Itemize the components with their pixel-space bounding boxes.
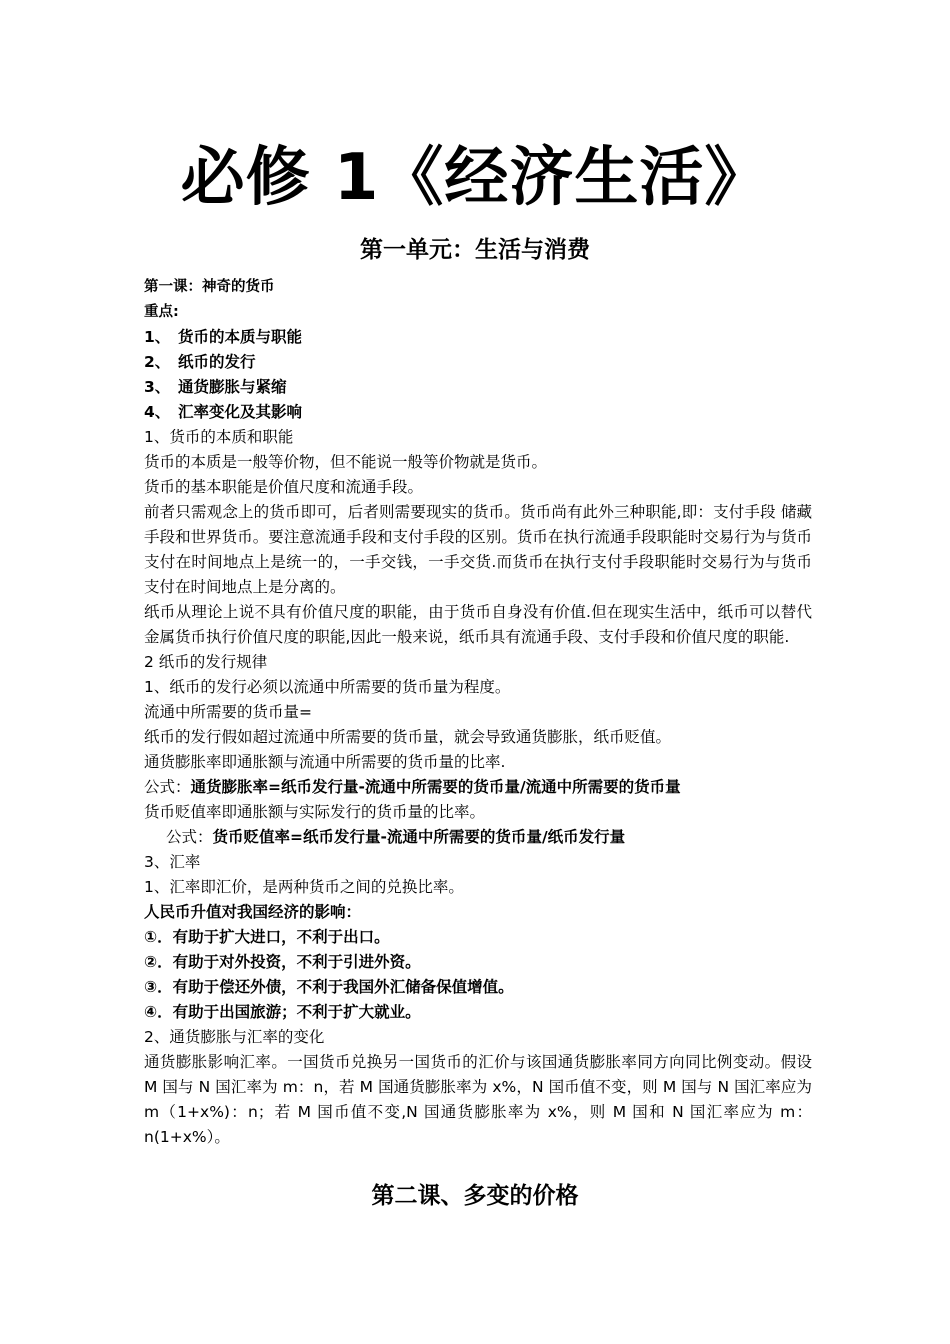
lesson-1-content — [144, 275, 812, 1150]
paragraph: 货币的本质是一般等价物，但不能说一般等价物就是货币。 — [144, 453, 548, 471]
document-title: 必修 1《经济生活》 — [180, 141, 770, 215]
lesson-2-title: 第二课、多变的价格 — [371, 1183, 579, 1209]
rmb-effects-heading: 人民币升值对我国经济的影响： — [144, 903, 362, 921]
unit-title: 第一单元：生活与消费 — [360, 237, 590, 263]
key-point-number: 3、 — [144, 378, 171, 396]
key-point-item — [144, 375, 812, 400]
section-title: 3、汇率 — [144, 853, 201, 871]
lesson-heading: 第一课：神奇的货币 — [144, 279, 275, 295]
key-point-number: 4、 — [144, 403, 171, 421]
key-point-item — [144, 400, 812, 425]
formula-label: 公式： — [166, 828, 213, 846]
key-point-item — [144, 350, 812, 375]
paragraph: 通货膨胀影响汇率。一国货币兑换另一国货币的汇价与该国通货膨胀率同方向同比例变动。假设 M 国与 N 国汇率为 m：n，若 M 国通货膨胀率为 x%，N 国币值不变，则 M 国与 N 国汇率应为 m（1+x%)：n；若 M 国币值不变,N 国通货膨胀率为 x%，则 M 国和 N 国汇率应为 m：n(1+x%）。 — [144, 1053, 812, 1146]
key-point-text: 汇率变化及其影响 — [178, 403, 303, 421]
formula-text: 货币贬值率=纸币发行量-流通中所需要的货币量/纸币发行量 — [212, 828, 626, 846]
formula-label: 公式： — [144, 778, 191, 796]
section-title: 1、货币的本质和职能 — [144, 428, 294, 446]
key-point-text: 货币的本质与职能 — [178, 328, 303, 346]
rmb-effect-item: ①．有助于扩大进口，不利于出口。 — [144, 928, 390, 946]
paragraph: 纸币从理论上说不具有价值尺度的职能，由于货币自身没有价值.但在现实生活中，纸币可以替代金属货币执行价值尺度的职能,因此一般来说，纸币具有流通手段、支付手段和价值尺度的职能. — [144, 603, 812, 646]
paragraph: 纸币的发行假如超过流通中所需要的货币量，就会导致通货膨胀，纸币贬值。 — [144, 728, 672, 746]
key-points-label: 重点: — [144, 304, 179, 320]
key-point-number: 1、 — [144, 328, 171, 346]
paragraph: 流通中所需要的货币量= — [144, 703, 312, 721]
paragraph: 1、纸币的发行必须以流通中所需要的货币量为程度。 — [144, 678, 511, 696]
paragraph: 2、通货膨胀与汇率的变化 — [144, 1028, 325, 1046]
formula-text: 通货膨胀率=纸币发行量-流通中所需要的货币量/流通中所需要的货币量 — [190, 778, 681, 796]
key-point-text: 通货膨胀与紧缩 — [178, 378, 287, 396]
formula-line — [144, 775, 812, 800]
key-point-item — [144, 325, 812, 350]
key-point-text: 纸币的发行 — [178, 353, 256, 371]
section-title: 2 纸币的发行规律 — [144, 653, 268, 671]
rmb-effect-item: ③．有助于偿还外债，不利于我国外汇储备保值增值。 — [144, 978, 514, 996]
paragraph: 1、汇率即汇价，是两种货币之间的兑换比率。 — [144, 878, 464, 896]
paragraph: 货币贬值率即通胀额与实际发行的货币量的比率。 — [144, 803, 486, 821]
rmb-effect-item: ②．有助于对外投资，不利于引进外资。 — [144, 953, 421, 971]
paragraph: 通货膨胀率即通胀额与流通中所需要的货币量的比率. — [144, 753, 506, 771]
rmb-effect-item: ④．有助于出国旅游；不利于扩大就业。 — [144, 1003, 421, 1021]
paragraph: 前者只需观念上的货币即可，后者则需要现实的货币。货币尚有此外三种职能,即：支付手段 储藏手段和世界货币。要注意流通手段和支付手段的区别。货币在执行流通手段职能时交易行为与货币支付在时间地点上是统一的，一手交钱，一手交货.而货币在执行支付手段职能时交易行为与货币支付在时间地点上是分离的。 — [144, 503, 812, 596]
paragraph: 货币的基本职能是价值尺度和流通手段。 — [144, 478, 424, 496]
key-point-number: 2、 — [144, 353, 171, 371]
formula-line — [144, 825, 812, 850]
